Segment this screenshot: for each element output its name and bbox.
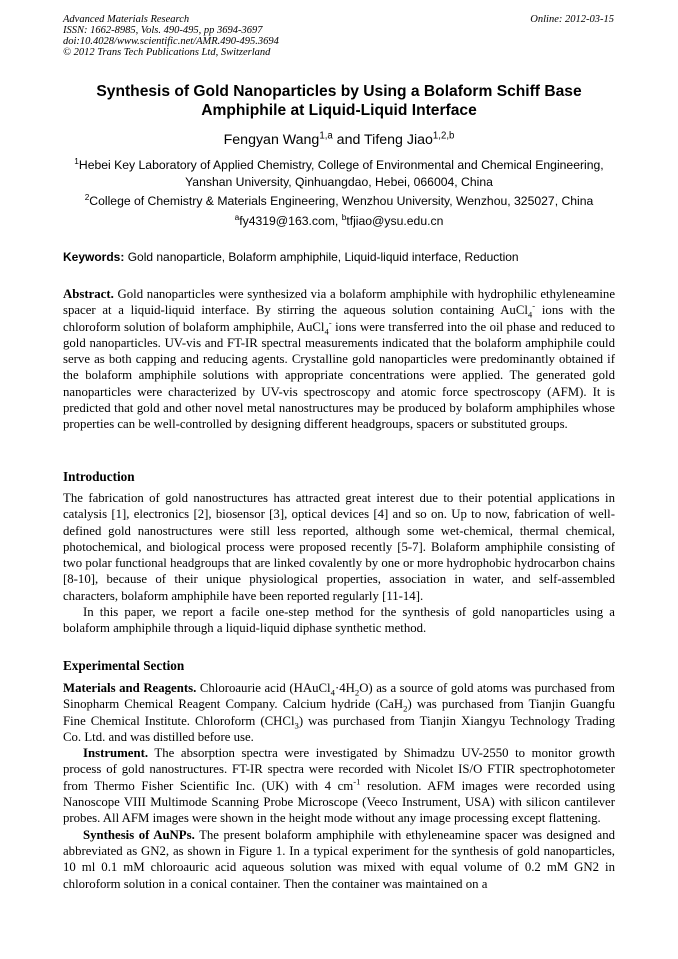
keywords-text: Gold nanoparticle, Bolaform amphiphile, Liquid-liquid interface, Reduction xyxy=(124,250,519,264)
introduction-body xyxy=(63,490,615,637)
materials-text-5: ) was purchased from Tianjin Xiangyu Technology Trading Co. Ltd. and was distilled before use. xyxy=(63,713,615,744)
journal-name: Advanced Materials Research xyxy=(63,14,190,25)
instrument-label: Instrument. xyxy=(83,746,149,761)
email-line xyxy=(63,213,615,230)
materials-text-1: Chloroaurie acid (HAuCl xyxy=(196,681,331,695)
email-a-mark: a xyxy=(234,211,240,222)
synthesis-text-1: The present bolaform amphiphile with ethyleneamine spacer was designed and abbreviated as GN2, as shown in Figure 1. In a typical experiment for the synthesis of gold nanoparticles, 10 ml 0.1 mM chloroauric acid aqueous solution was mixed with equal volume of 0.2 mM GN2 in chloroform solution in a conical container. Then the container was maintained on a xyxy=(63,827,615,891)
instrument-text-2: resolution. AFM images were recorded using Nanoscope VIII Multimode Scanning Probe Microscope (Veeco Instrument, USA) with silicon cantilever probes. All AFM images were shown in the height mode without any image processing except flattening. xyxy=(63,778,615,826)
author-line xyxy=(63,132,615,148)
experimental-body xyxy=(63,680,615,892)
materials-sub-3: 2 xyxy=(403,703,408,714)
author-1: Fengyan Wang xyxy=(223,132,320,148)
experimental-heading: Experimental Section xyxy=(63,658,185,673)
affiliation-1-mark: 1 xyxy=(74,155,79,166)
abstract-sup-1: - xyxy=(532,301,536,312)
doi-line: doi:10.4028/www.scientific.net/AMR.490-495.3694 xyxy=(63,36,279,47)
author-conjunction: and xyxy=(332,132,365,148)
introduction-paragraph-2: In this paper, we report a facile one-step method for the synthesis of gold nanoparticles using a bolaform amphiphile through a liquid-liquid diphase synthetic method. xyxy=(63,605,615,636)
author-2-affil: 1,2,b xyxy=(432,130,455,142)
abstract-text-1: Gold nanoparticles were synthesized via a bolaform amphiphile with hydrophilic ethyleneamine spacer at a liquid-liquid interface. By stirring the aqueous solution containing AuCl xyxy=(63,287,615,318)
abstract xyxy=(63,286,615,433)
affiliation-1 xyxy=(63,157,615,191)
abstract-label: Abstract. xyxy=(63,287,114,301)
author-2: Tifeng Jiao xyxy=(364,132,433,148)
introduction-heading: Introduction xyxy=(63,469,135,484)
journal-header xyxy=(63,14,279,58)
affiliation-1-text: Hebei Key Laboratory of Applied Chemistry, College of Environmental and Chemical Engineering, Yanshan University, Qinhuangdao, Hebei, 066004, China xyxy=(78,158,604,189)
affiliation-2-mark: 2 xyxy=(84,191,90,202)
email-b: tfjiao@ysu.edu.cn xyxy=(346,214,444,228)
instrument-sup: -1 xyxy=(353,776,361,787)
abstract-text-2: ions with the chloroform solution of bolaform amphiphile, AuCl xyxy=(63,303,615,334)
paper-title: Synthesis of Gold Nanoparticles by Using a Bolaform Schiff Base Amphiphile at Liquid-Liquid Interface xyxy=(96,83,582,119)
introduction-paragraph-1: The fabrication of gold nanostructures has attracted great interest due to their potential applications in catalysis [1], electronics [2], biosensor [3], optical devices [4] and so on. Up to now, fabrication of well-defined gold nanostructures were still less reported, although some wet-chemical, thermal chemical, photochemical, and biological process were proposed recently [5-7]. Bolaform amphiphile consisting of two polar functional headgroups that are linked covalently by one or more hydrophobic hydrocarbon chains [8-10], because of their unique physiological properties, association in water, and self-assembled characters, bolaform amphiphile have been reported regularly [11-14]. xyxy=(63,491,615,603)
abstract-sub-1: 4 xyxy=(527,309,533,320)
keywords xyxy=(63,250,615,264)
copyright-line: © 2012 Trans Tech Publications Ltd, Switzerland xyxy=(63,47,271,58)
abstract-sub-2: 4 xyxy=(324,326,329,337)
issn-line: ISSN: 1662-8985, Vols. 490-495, pp 3694-3697 xyxy=(63,25,263,36)
materials-text-3: O) as a source of gold atoms was purchased from Sinopharm Chemical Reagent Company. Calcium hydride (CaH xyxy=(63,681,615,712)
instrument-text-1: The absorption spectra were investigated by Shimadzu UV-2550 to monitor growth process of gold nanostructures. FT-IR spectra were recorded with Nicolet IS/O FTIR spectrophotometer from Thermo Fisher Scientific Inc. (UK) with 4 cm xyxy=(63,746,615,793)
materials-label: Materials and Reagents. xyxy=(63,681,197,695)
materials-sub-2: 2 xyxy=(354,687,360,698)
keywords-label: Keywords: xyxy=(63,250,125,264)
materials-sub-1: 4 xyxy=(330,687,335,698)
affiliation-2-text: College of Chemistry & Materials Engineering, Wenzhou University, Wenzhou, 325027, China xyxy=(89,194,594,208)
email-a: fy4319@163.com, xyxy=(239,214,342,228)
email-b-mark: b xyxy=(341,211,347,222)
affiliation-2 xyxy=(63,193,615,210)
abstract-text-3: ions were transferred into the oil phase and reduced to gold nanoparticles. UV-vis and FT-IR spectral measurements indicated that the bolaform amphiphile could serve as both capping and reducing agents. Crystalline gold nanoparticles were predominantly obtained if the bolaform amphiphile solutions with appropriate concentrations were applied. The generated gold nanoparticles were characterized by UV-vis spectroscopy and atomic force spectroscopy (AFM). It is predicted that gold and other novel metal nanostructures may be produced by bolaform amphiphiles whose properties can be well-controlled by designing different headgroups, spacers or substituted groups. xyxy=(63,319,615,432)
synthesis-label: Synthesis of AuNPs. xyxy=(83,827,195,842)
author-1-affil: 1,a xyxy=(319,130,333,142)
instrument-paragraph xyxy=(63,745,615,826)
synthesis-paragraph xyxy=(63,827,615,892)
materials-text-4: ) was purchased from Tianjin Guangfu Fine Chemical Institute. Chloroform (CHCl xyxy=(63,697,615,728)
abstract-paragraph xyxy=(63,286,615,433)
materials-paragraph xyxy=(63,680,615,745)
materials-text-2: ·4H xyxy=(334,681,355,695)
materials-sub-4: 3 xyxy=(294,720,299,731)
abstract-sup-2: - xyxy=(328,317,332,328)
online-date: Online: 2012-03-15 xyxy=(530,14,614,25)
